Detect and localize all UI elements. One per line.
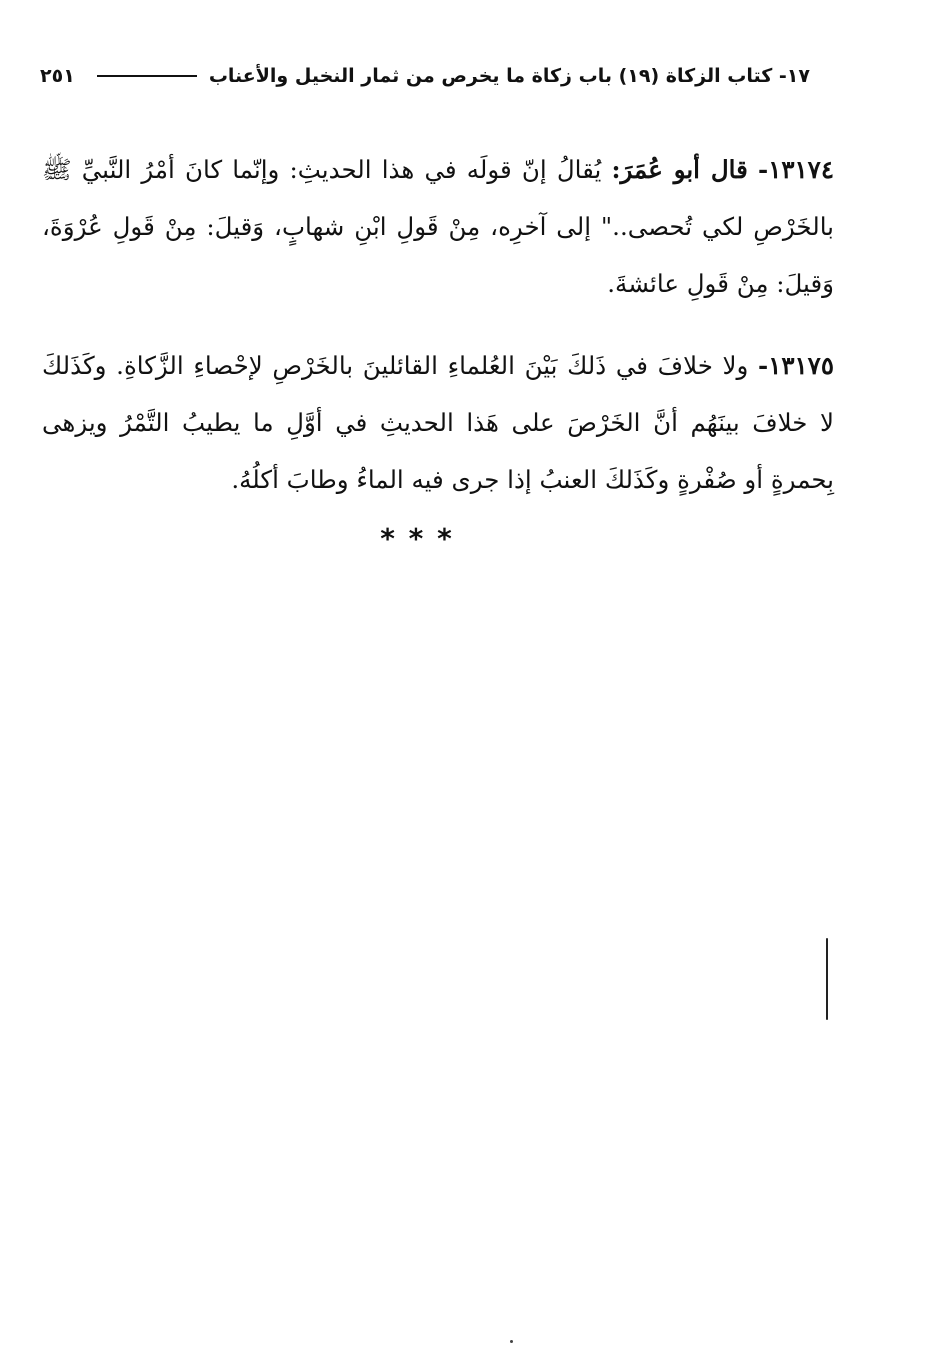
entry-number: ١٣١٧٤-	[758, 154, 834, 184]
entry-text: ولا خلافَ في ذَلكَ بَيْنَ العُلماءِ القائلينَ بالخَرْصِ لإحْصاءِ الزَّكاةِ. وكَذَلكَ لا خلافَ بينَهُم أنَّ الخَرْصَ على هَذا الحديثِ في أوَّلِ ما يطيبُ التَّمْرُ ويزهى بِحمرةٍ أو صُفْرةٍ وكَذَلكَ العنبُ إذا جرى فيه الماءُ وطابَ أكلُهُ.	[42, 350, 834, 494]
margin-scan-mark	[826, 938, 828, 1020]
header-title: ١٧- كتاب الزكاة (١٩) باب زكاة ما يخرص من ثمار النخيل والأعناب	[208, 65, 810, 87]
section-separator: * * *	[380, 522, 454, 555]
entry-number: ١٣١٧٥-	[758, 350, 834, 380]
page-number: ٢٥١	[40, 65, 75, 87]
entry-text: يُقالُ إنّ قولَه في هذا الحديثِ: وإنّما كانَ أمْرُ النَّبيِّ ﷺ بالخَرْصِ لكي تُحصى.." إلى آخرِه، مِنْ قَولِ ابْنِ شهابٍ، وَقيلَ: مِنْ قَولِ عُرْوَةَ، وَقيلَ: مِنْ قَولِ عائشةَ.	[42, 154, 834, 298]
running-header	[40, 58, 810, 94]
entry-13175	[42, 337, 834, 508]
header-rule	[97, 75, 197, 77]
scan-speck	[510, 1340, 513, 1343]
speaker-label: قال أبو عُمَرَ:	[611, 154, 748, 184]
entry-13174	[42, 141, 834, 312]
